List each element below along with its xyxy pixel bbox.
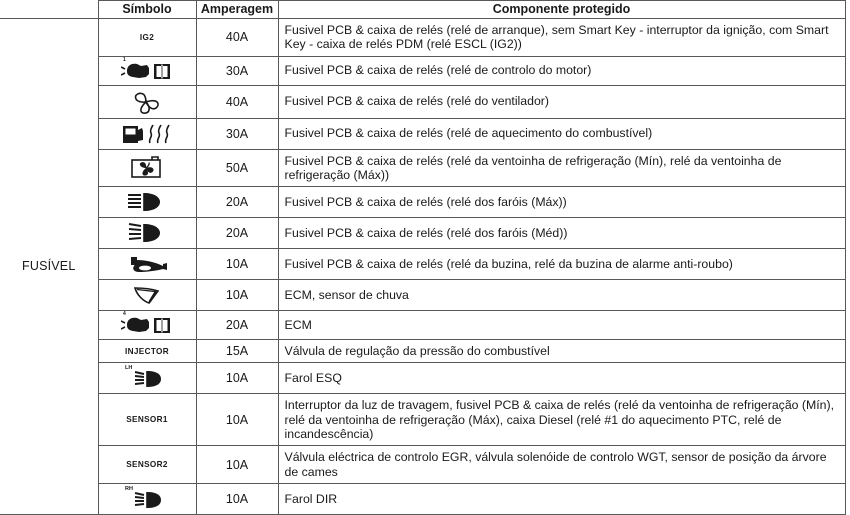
table-row (0, 483, 845, 514)
symbol-cell (98, 118, 196, 149)
component-cell: ECM (278, 311, 845, 340)
amperage-cell: 10A (196, 249, 278, 280)
symbol-cell (98, 218, 196, 249)
table-row (0, 363, 845, 394)
symbol-cell (98, 363, 196, 394)
component-cell: Fusivel PCB & caixa de relés (relé de controlo do motor) (278, 56, 845, 85)
component-cell: ECM, sensor de chuva (278, 280, 845, 311)
component-cell: Válvula eléctrica de controlo EGR, válvula solenóide de controlo WGT, sensor de posição da árvore de cames (278, 446, 845, 484)
table-row (0, 56, 845, 85)
engine-control-icon: 4 (121, 314, 173, 336)
component-cell: Fusivel PCB & caixa de relés (relé dos faróis (Máx)) (278, 187, 845, 218)
amperage-cell: 10A (196, 363, 278, 394)
amperage-cell: 40A (196, 19, 278, 57)
table-row (0, 394, 845, 446)
injector-label (125, 346, 169, 357)
component-cell: Fusivel PCB & caixa de relés (relé dos faróis (Méd)) (278, 218, 845, 249)
engine-control-icon: 1 (121, 60, 173, 82)
symbol-cell (98, 446, 196, 484)
table-row (0, 446, 845, 484)
symbol-text: SENSOR1 (126, 415, 168, 425)
symbol-text: SENSOR2 (126, 460, 168, 470)
symbol-cell (98, 187, 196, 218)
radiator-cooling-fan-icon (128, 155, 166, 181)
table-row (0, 118, 845, 149)
amperage-cell: 30A (196, 118, 278, 149)
windshield-wiper-icon (125, 283, 169, 307)
symbol-cell (98, 56, 196, 85)
amperage-cell: 10A (196, 394, 278, 446)
amperage-cell: 10A (196, 483, 278, 514)
symbol-text: INJECTOR (124, 346, 170, 356)
component-cell: Fusivel PCB & caixa de relés (relé de arranque), sem Smart Key - interruptor da ignição, com Smart Key - caixa de relés PDM (relé ESCL (IG2)) (278, 19, 845, 57)
headlamp-right-icon: RH (125, 487, 169, 511)
table-row (0, 340, 845, 363)
header-row (0, 1, 845, 19)
table-body (0, 19, 845, 515)
sensor2-label (126, 459, 168, 470)
horn-icon (123, 252, 171, 276)
column-header-component: Componente protegido (278, 1, 845, 19)
symbol-cell (98, 280, 196, 311)
ig2-label (140, 32, 154, 43)
amperage-cell: 10A (196, 446, 278, 484)
headlamp-low-beam-icon (124, 221, 170, 245)
column-header-amperage: Amperagem (196, 1, 278, 19)
table-row (0, 218, 845, 249)
amperage-cell: 20A (196, 187, 278, 218)
symbol-cell (98, 311, 196, 340)
symbol-cell (98, 249, 196, 280)
component-cell: Farol ESQ (278, 363, 845, 394)
symbol-cell (98, 483, 196, 514)
table-row (0, 311, 845, 340)
amperage-cell: 50A (196, 149, 278, 187)
blower-fan-icon (130, 89, 164, 115)
component-cell: Fusivel PCB & caixa de relés (relé da ventoinha de refrigeração (Mín), relé da ventoinha de refrigeração (Máx)) (278, 149, 845, 187)
category-cell-fusivel: FUSÍVEL (0, 19, 98, 515)
symbol-cell (98, 19, 196, 57)
column-header-category (0, 1, 98, 19)
symbol-cell (98, 85, 196, 118)
component-cell: Fusivel PCB & caixa de relés (relé de aquecimento do combustível) (278, 118, 845, 149)
table-row (0, 149, 845, 187)
symbol-cell (98, 149, 196, 187)
component-cell: Fusivel PCB & caixa de relés (relé do ventilador) (278, 85, 845, 118)
table-row (0, 19, 845, 57)
component-cell: Fusivel PCB & caixa de relés (relé da buzina, relé da buzina de alarme anti-roubo) (278, 249, 845, 280)
amperage-cell: 10A (196, 280, 278, 311)
table-row (0, 187, 845, 218)
amperage-cell: 40A (196, 85, 278, 118)
component-cell: Farol DIR (278, 483, 845, 514)
table-row (0, 280, 845, 311)
amperage-cell: 30A (196, 56, 278, 85)
table-row (0, 85, 845, 118)
symbol-text: IG2 (139, 32, 155, 42)
amperage-cell: 20A (196, 218, 278, 249)
table-row (0, 249, 845, 280)
fuel-heater-icon (120, 122, 174, 146)
symbol-cell (98, 394, 196, 446)
table-header (0, 1, 845, 19)
component-cell: Válvula de regulação da pressão do combustível (278, 340, 845, 363)
headlamp-high-beam-icon (124, 190, 170, 214)
column-header-symbol: Símbolo (98, 1, 196, 19)
sensor1-label (126, 414, 168, 425)
amperage-cell: 20A (196, 311, 278, 340)
headlamp-left-icon: LH (125, 366, 169, 390)
amperage-cell: 15A (196, 340, 278, 363)
symbol-cell (98, 340, 196, 363)
component-cell: Interruptor da luz de travagem, fusivel PCB & caixa de relés (relé da ventoinha de refrigeração (Mín), relé da ventoinha de refrigeração (Máx), caixa Diesel (relé #1 do aquecimento PTC, relé de incandescência) (278, 394, 845, 446)
